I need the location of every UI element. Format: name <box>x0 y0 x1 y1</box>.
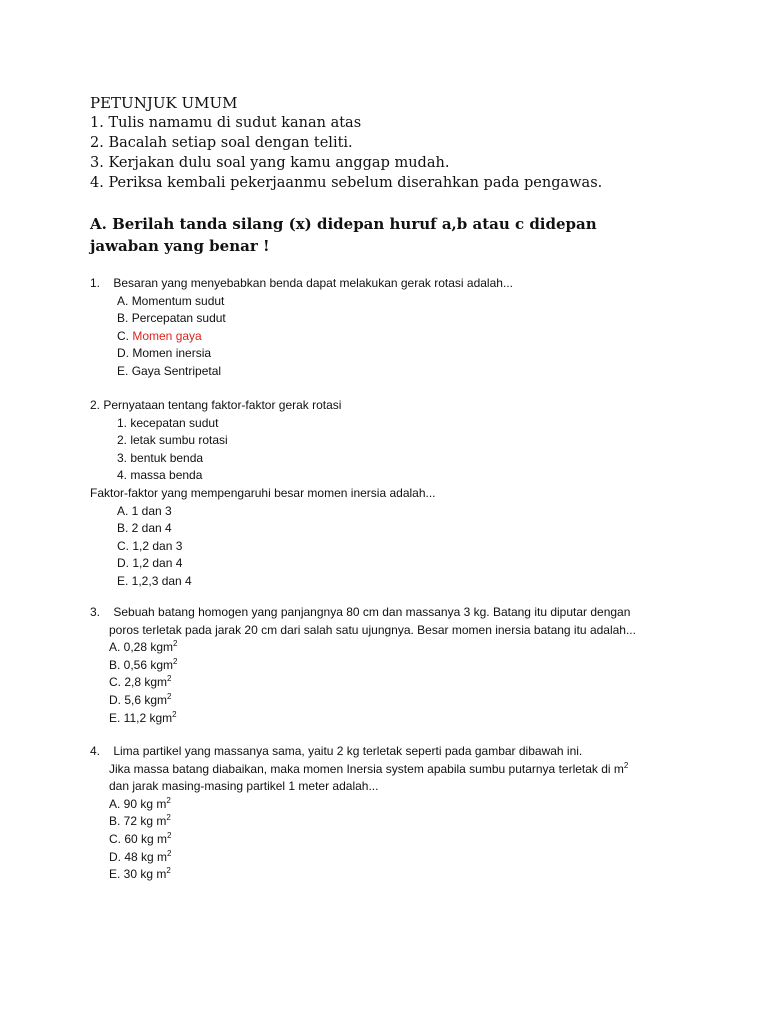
general-instructions <box>90 93 602 193</box>
instruction-item: 3. Kerjakan dulu soal yang kamu anggap mudah. <box>90 155 450 171</box>
answer-option[interactable]: C. 1,2 dan 3 <box>117 538 183 553</box>
question-3 <box>90 604 680 727</box>
answer-option[interactable]: E. Gaya Sentripetal <box>117 363 222 378</box>
question-text: Besaran yang menyebabkan benda dapat melakukan gerak rotasi adalah... <box>113 276 513 290</box>
question-text-continued: Jika massa batang diabaikan, maka momen Inersia system apabila sumbu putarnya terletak di $m^2$ <box>109 760 629 776</box>
answer-option[interactable]: B. 72 kg $m^2$ <box>109 813 171 829</box>
instruction-item: 4. Periksa kembali pekerjaanmu sebelum diserahkan pada pengawas. <box>90 175 603 191</box>
answer-option[interactable]: C. 2,8 kgm$^2$ <box>109 674 172 690</box>
answer-option[interactable]: A. Momentum sudut <box>117 293 225 308</box>
answer-option[interactable]: E. 11,2 kgm$^2$ <box>109 709 177 725</box>
answer-option[interactable]: B. 0,56 kgm$^2$ <box>109 656 178 672</box>
question-text: Lima partikel yang massanya sama, yaitu 2 kg terletak seperti pada gambar dibawah ini. <box>113 744 583 758</box>
answer-option[interactable]: C. 60 kg $m^2$ <box>109 830 172 846</box>
question-text-continued: dan jarak masing-masing partikel 1 meter adalah... <box>109 779 379 794</box>
highlighted-answer: Momen gaya <box>132 328 202 343</box>
instruction-item: 2. Bacalah setiap soal dengan teliti. <box>90 135 353 151</box>
factor-item: 2. letak sumbu rotasi <box>117 433 228 448</box>
answer-option[interactable]: D. 5,6 kgm$^2$ <box>109 691 172 707</box>
question-text-continued: poros terletak pada jarak 20 cm dari salah satu ujungnya. Besar momen inersia batang itu adalah... <box>109 622 636 637</box>
answer-option[interactable]: A. 0,28 kgm$^2$ <box>109 639 178 655</box>
answer-option[interactable]: D. 48 kg $m^2$ <box>109 848 172 864</box>
question-prompt: Faktor-faktor yang mempengaruhi besar momen inersia adalah... <box>90 485 436 500</box>
question-4 <box>90 743 680 884</box>
question-1 <box>90 275 680 381</box>
answer-option[interactable]: A. 1 dan 3 <box>117 503 172 518</box>
question-2 <box>90 397 680 591</box>
answer-option[interactable]: B. Percepatan sudut <box>117 311 226 326</box>
question-number: 1. <box>90 276 101 290</box>
factor-item: 4. massa benda <box>117 468 203 483</box>
answer-option[interactable]: D. 1,2 dan 4 <box>117 556 183 571</box>
factor-item: 1. kecepatan sudut <box>117 415 219 430</box>
section-a-instruction: A. Berilah tanda silang (x) didepan huruf a,b atau c didepan jawaban yang benar ! <box>90 215 597 255</box>
answer-option[interactable]: A. 90 kg $m^2$ <box>109 795 171 811</box>
answer-option[interactable]: B. 2 dan 4 <box>117 521 172 536</box>
answer-option-correct[interactable]: C. Momen gaya <box>117 328 202 343</box>
question-text: Sebuah batang homogen yang panjangnya 80 cm dan massanya 3 kg. Batang itu diputar dengan <box>113 605 631 619</box>
answer-option[interactable]: D. Momen inersia <box>117 346 212 361</box>
instructions-heading: PETUNJUK UMUM <box>90 94 238 112</box>
answer-option[interactable]: E. 1,2,3 dan 4 <box>117 573 192 588</box>
question-number: 3. <box>90 605 101 619</box>
instruction-item: 1. Tulis namamu di sudut kanan atas <box>90 115 362 131</box>
question-text: 2. Pernyataan tentang faktor-faktor gerak rotasi <box>90 398 342 412</box>
factor-item: 3. bentuk benda <box>117 450 204 465</box>
question-number: 4. <box>90 744 101 758</box>
answer-option[interactable]: E. 30 kg $m^2$ <box>109 866 171 882</box>
